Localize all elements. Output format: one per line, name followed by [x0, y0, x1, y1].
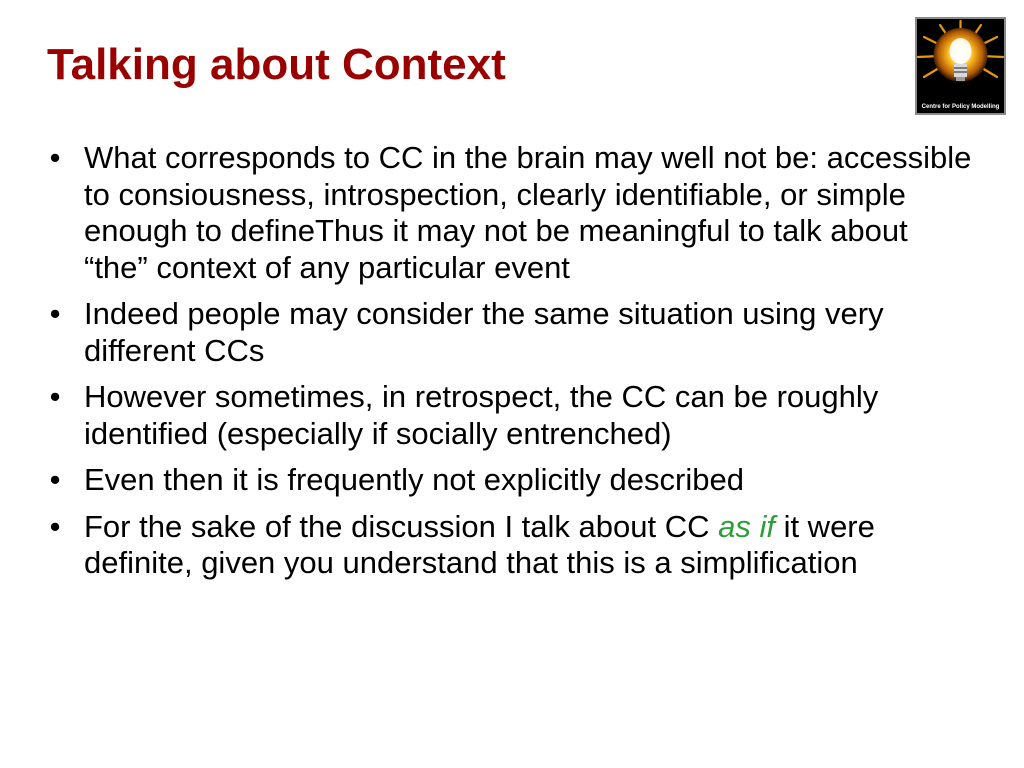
bullet-text: Even then it is frequently not explicitly described — [84, 462, 744, 497]
bullet-marker: • — [49, 462, 61, 497]
bullet-list — [45, 140, 980, 592]
bullet-text-before: For the sake of the discussion I talk about CC — [84, 508, 719, 544]
lightbulb-icon — [917, 19, 1004, 99]
logo-caption: Centre for Policy Modelling — [921, 104, 1000, 110]
bullet-marker: • — [49, 296, 61, 331]
bullet-marker: • — [49, 508, 61, 544]
bullet-item — [45, 379, 980, 452]
bullet-marker: • — [49, 140, 61, 175]
bullet-text: What corresponds to CC in the brain may well not be: accessible to consiousness, introspection, clearly identifiable, or simple enough to defineThus it may not be meaningful to talk about “the” context of any particular event — [84, 140, 972, 285]
bullet-text-after: it were definite, given you understand that this is a simplification — [84, 508, 875, 580]
bullet-text: Indeed people may consider the same situation using very different CCs — [84, 296, 884, 368]
bullet-item — [45, 462, 980, 499]
slide-title: Talking about Context — [47, 40, 506, 89]
bullet-item — [45, 296, 980, 369]
bullet-marker: • — [49, 379, 61, 414]
bullet-text: However sometimes, in retrospect, the CC can be roughly identified (especially if socially entrenched) — [84, 379, 879, 451]
cpm-logo — [915, 17, 1006, 115]
bullet-item — [45, 140, 980, 286]
emphasis-text: as if — [718, 508, 775, 544]
bullet-item — [45, 509, 980, 582]
bullet-text — [84, 509, 875, 581]
